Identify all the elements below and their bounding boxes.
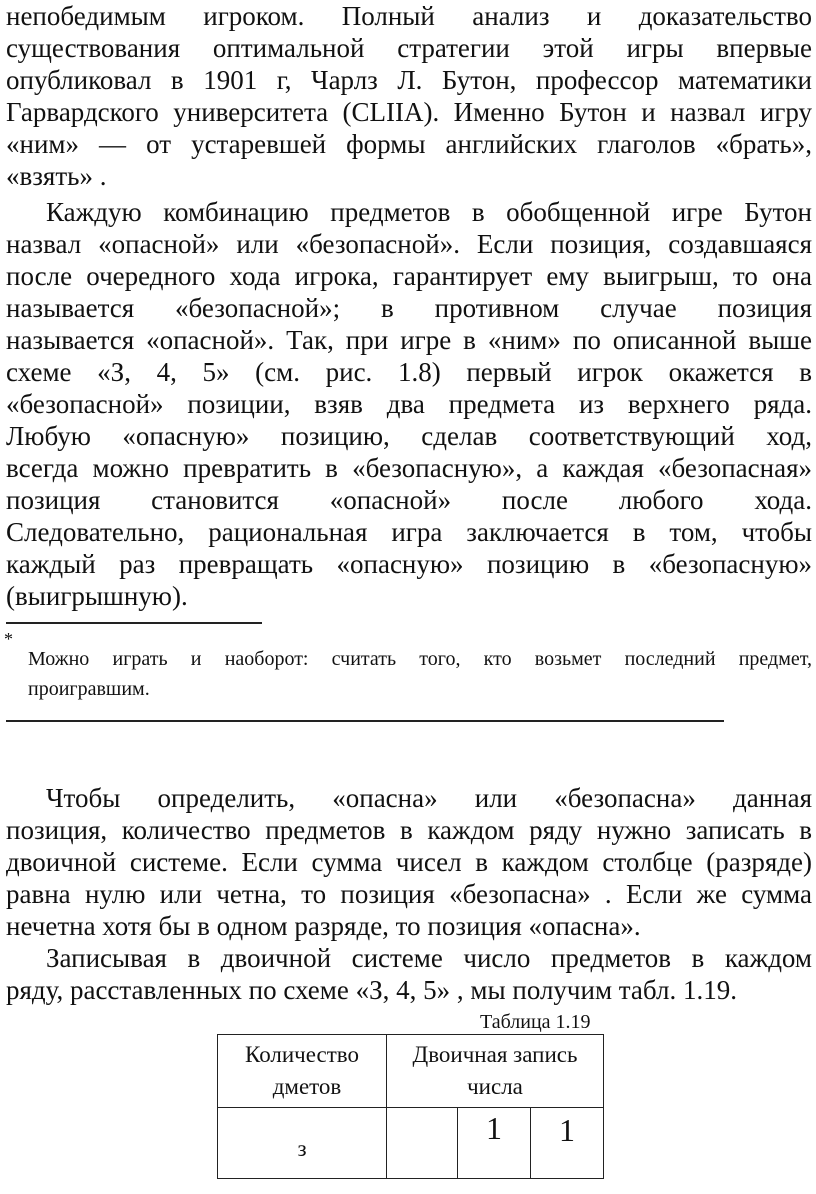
paragraph2-line: позиция становится «опасной» после любого хода. <box>6 485 812 515</box>
binary-table <box>217 1034 604 1179</box>
paragraph3-line: двоичной системе. Если сумма чисел в каждом столбце (разряде) <box>6 847 812 877</box>
paragraph3-line: нечетна хотя бы в одном разряде, то позиция «опасна». <box>6 911 641 941</box>
paragraph2-line: Каждую комбинацию предметов в обобщенной игре Бутон <box>46 197 812 227</box>
table-row <box>218 1108 604 1179</box>
paragraph1-line: «взять» . <box>6 161 107 191</box>
footnote-separator <box>6 622 262 624</box>
header-binary-line2: числа <box>467 1074 523 1099</box>
paragraph2-line: называется «безопасной»; в противном случае позиция <box>6 293 812 323</box>
paragraph2-line: схеме «З, 4, 5» (см. рис. 1.8) первый игрок окажется в <box>6 357 812 387</box>
paragraph2-line: «безопасной» позиции, взяв два предмета из верхнего ряда. <box>6 389 812 419</box>
paragraph2-line: каждый раз превращать «опасную» позицию в «безопасную» <box>6 549 812 579</box>
paragraph1-line: Гарвардского университета (CLIIA). Именно Бутон и назвал игру <box>6 97 812 127</box>
paragraph1-line: опубликовал в 1901 г, Чарлз Л. Бутон, профессор математики <box>6 65 812 95</box>
table-caption: Таблица 1.19 <box>480 1011 591 1033</box>
paragraph2-line: называется «опасной». Так, при игре в «ним» по описанной выше <box>6 325 812 355</box>
table-header-binary <box>387 1035 604 1108</box>
paragraph2-line: всегда можно превратить в «безопасную», а каждая «безопасная» <box>6 453 812 483</box>
footnote-marker: * <box>4 629 13 649</box>
paragraph3-line: Чтобы определить, «опасна» или «безопасна» данная <box>46 783 812 813</box>
header-quantity-line1: Количество <box>245 1042 359 1067</box>
paragraph1-line: существования оптимальной стратегии этой игры впервые <box>6 33 812 63</box>
paragraph1-line: «ним» — от устаревшей формы английских глаголов «брать», <box>6 129 812 159</box>
paragraph2-line: (выигрышную). <box>6 581 188 611</box>
paragraph2-line: Следовательно, рациональная игра заключается в том, чтобы <box>6 517 812 547</box>
paragraph2-line: назвал «опасной» или «безопасной». Если позиция, создавшаяся <box>6 229 812 259</box>
paragraph4-line: ряду, расставленных по схеме «З, 4, 5» , мы получим табл. 1.19. <box>6 975 737 1005</box>
header-quantity-line2: дметов <box>272 1074 342 1099</box>
paragraph4-line: Записывая в двоичной системе число предметов в каждом <box>46 943 812 973</box>
paragraph2-line: Любую «опасную» позицию, сделав соответствующий ход, <box>6 421 812 451</box>
table-cell-bit: 1 <box>458 1108 531 1179</box>
page-break-rule <box>6 720 724 722</box>
table-cell-quantity: з <box>218 1108 387 1179</box>
table-cell-bit: 1 <box>531 1108 604 1179</box>
footnote-line: Можно играть и наоборот: считать того, кто возьмет последний предмет, <box>28 648 812 670</box>
table-header-row <box>218 1035 604 1108</box>
paragraph1-line: непобедимым игроком. Полный анализ и доказательство <box>6 1 812 31</box>
paragraph3-line: равна нулю или четна, то позиция «безопасна» . Если же сумма <box>6 879 812 909</box>
paragraph3-line: позиция, количество предметов в каждом ряду нужно записать в <box>6 815 812 845</box>
footnote-line: проигравшим. <box>28 678 150 700</box>
table-cell-bit <box>387 1108 458 1179</box>
table-header-quantity <box>218 1035 387 1108</box>
paragraph2-line: после очередного хода игрока, гарантирует ему выигрыш, то она <box>6 261 812 291</box>
header-binary-line1: Двоичная запись <box>412 1042 578 1067</box>
